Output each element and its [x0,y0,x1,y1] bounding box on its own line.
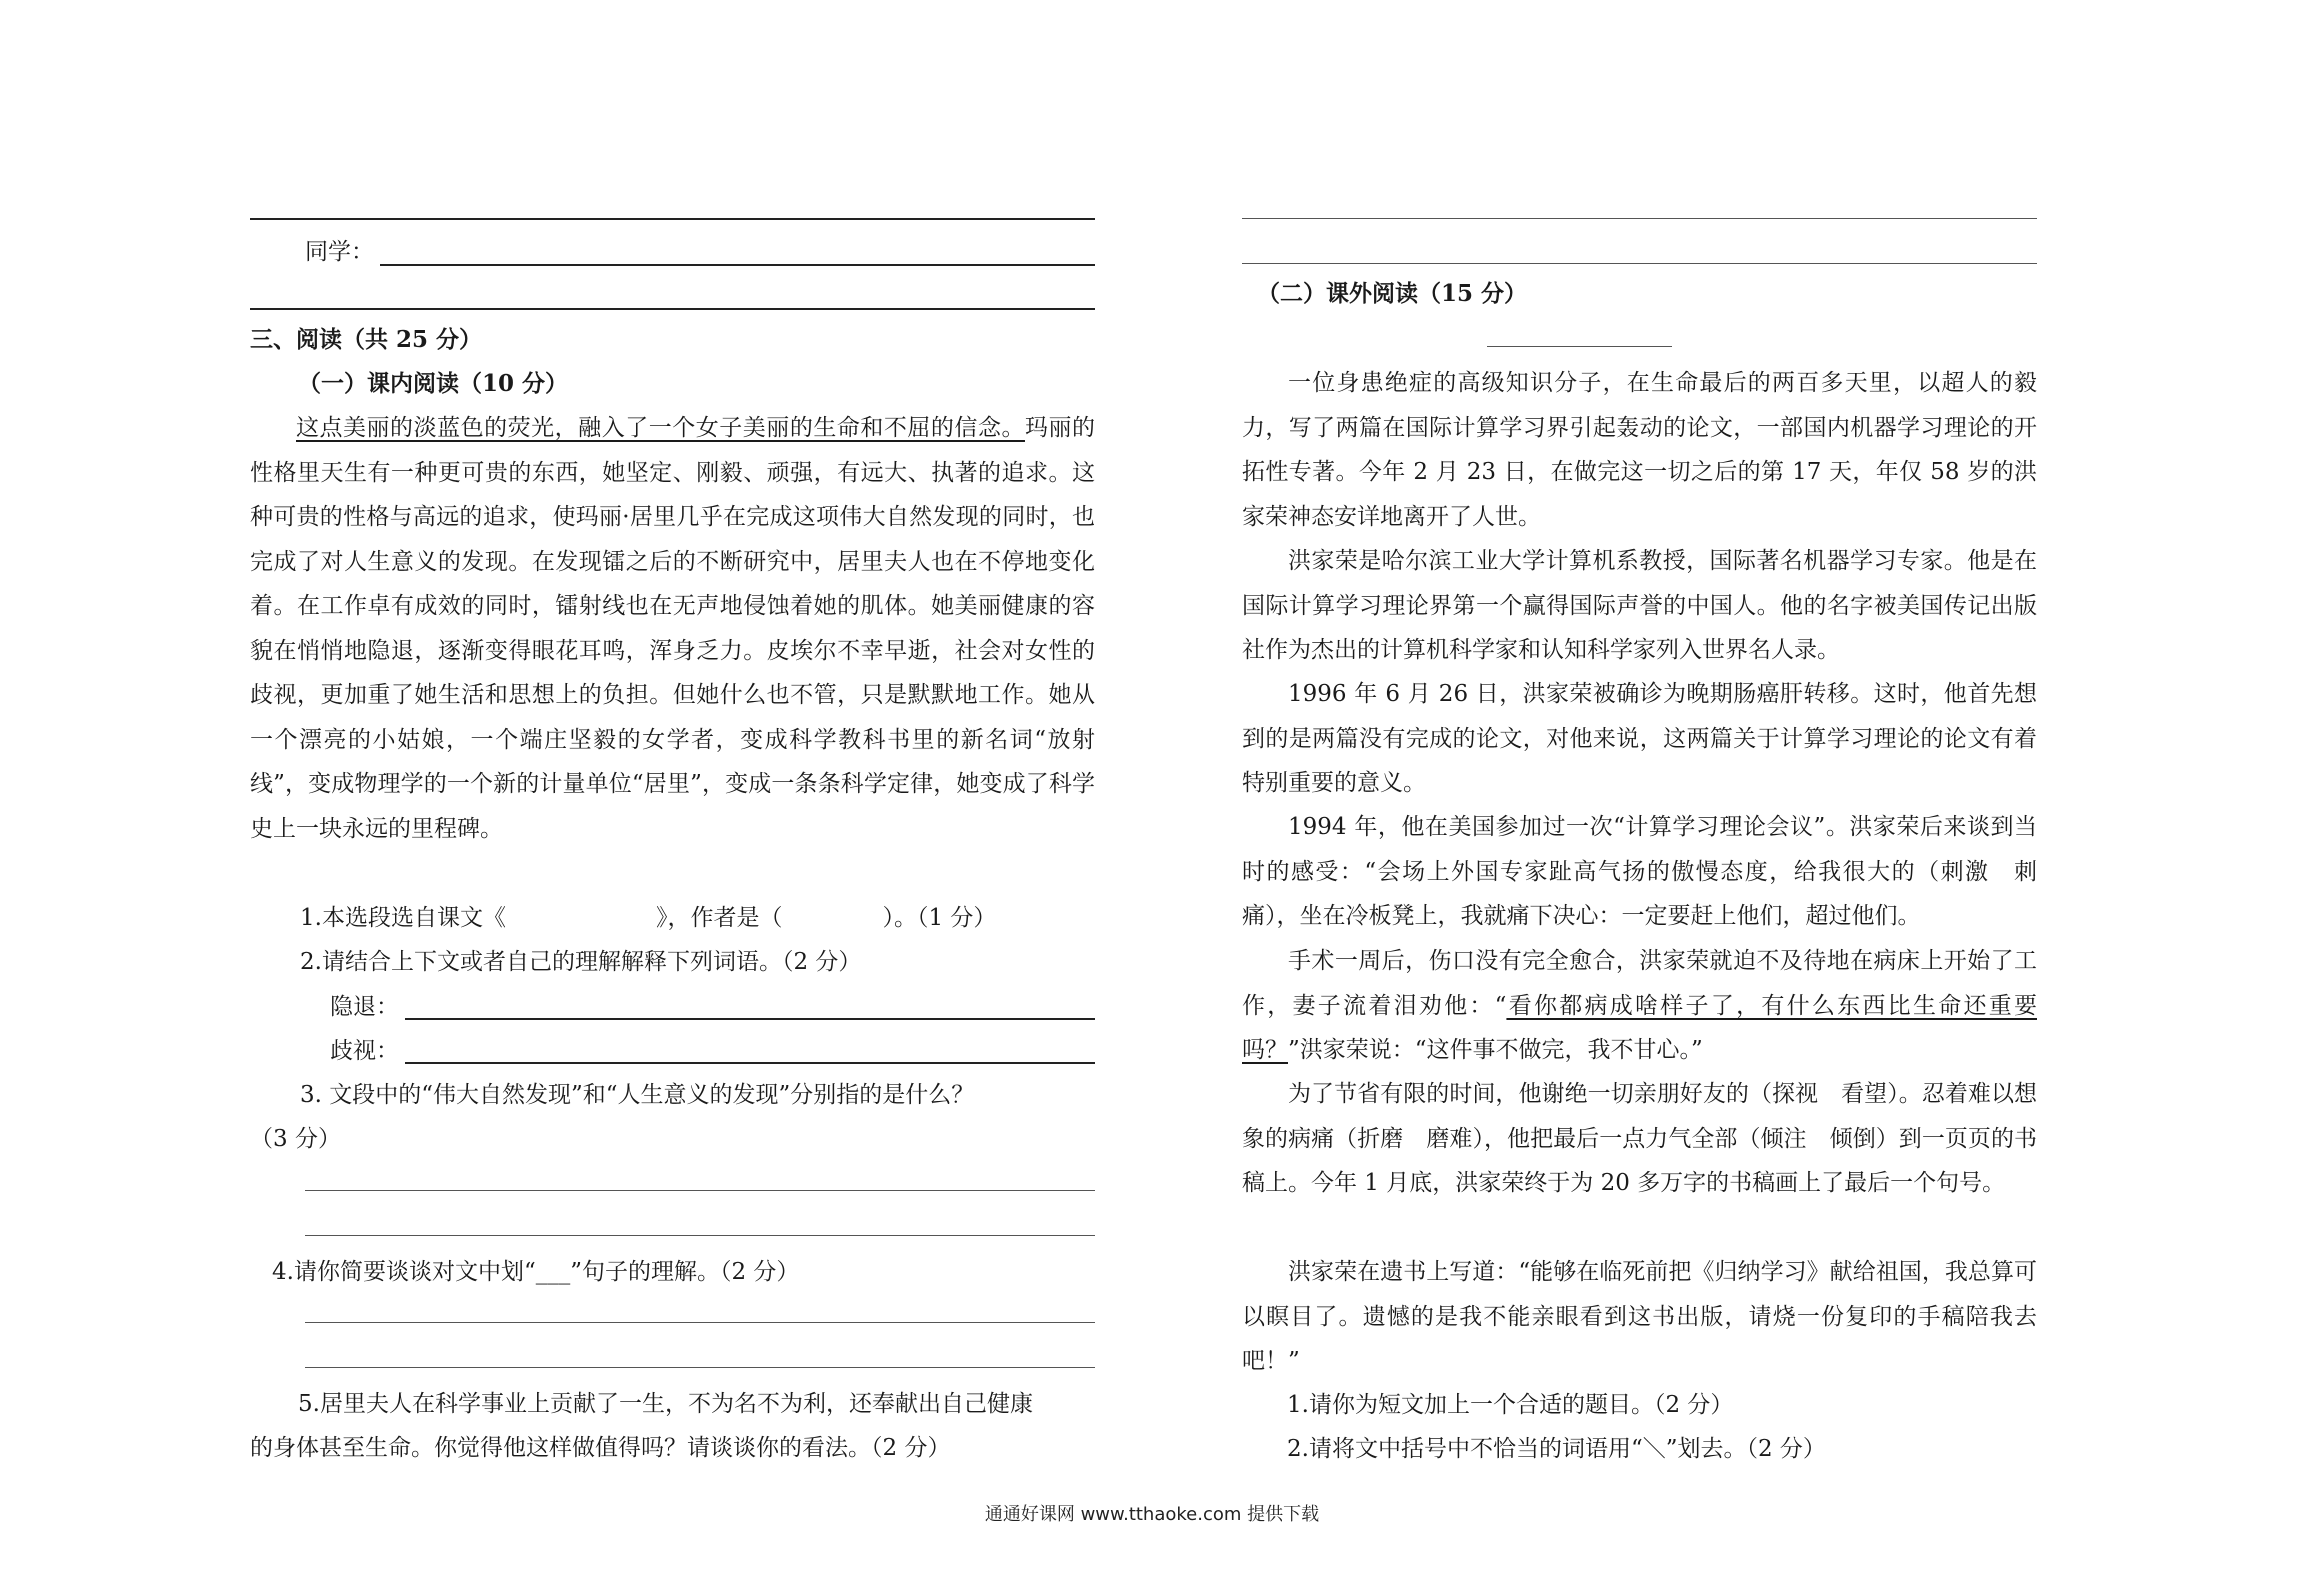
underlined-sentence: 看你都病成啥样子了，有什么东西比生命还重要吗？ [1242,992,2037,1063]
classmate-answer-line[interactable] [380,264,1095,266]
passage [250,406,1095,851]
article-paragraph-4: 1994 年，他在美国参加过一次“计算学习理论会议”。洪家荣后来谈到当时的感受：“会场上外国专家趾高气扬的傲慢态度，给我很大的（刺激 刺痛），坐在冷板凳上，我就痛下决心：一定要赶上他们，超过他们。 [1242,814,2037,929]
question-1-part-b: 》，作者是（ [655,905,783,931]
question-3-answer-line[interactable] [305,1190,1095,1191]
subsection-title: （一）课内阅读（10 分） [298,370,569,397]
title-answer-line[interactable] [1487,346,1672,347]
article-paragraph-2: 洪家荣是哈尔滨工业大学计算机系教授，国际著名机器学习专家。他是在国际计算学习理论界第一个赢得国际声誉的中国人。他的名字被美国传记出版社作为杰出的计算机科学家和认知科学家列入世界名人录。 [1242,548,2037,663]
question-3-score: （3 分） [250,1126,341,1152]
subsection-title: （二）课外阅读（15 分） [1257,280,1528,307]
answer-line[interactable] [1242,218,2037,219]
classmate-label: 同学： [305,239,374,265]
question-5: 5.居里夫人在科学事业上贡献了一生，不为名不为利，还奉献出自己健康 [298,1391,1033,1417]
word-1-answer-line[interactable] [405,1018,1095,1020]
word-2-answer-line[interactable] [405,1062,1095,1064]
question-4-answer-line[interactable] [305,1322,1095,1323]
article-paragraph-1: 一位身患绝症的高级知识分子，在生命最后的两百多天里，以超人的毅力，写了两篇在国际计算学习界引起轰动的论文，一部国内机器学习理论的开拓性专著。今年 2 月 23 日，在做完这一切之后的第 17 天，年仅 58 岁的洪家荣神态安详地离开了人世。 [1242,370,2037,530]
question-3-answer-line[interactable] [305,1235,1095,1236]
article-paragraph-6: 为了节省有限的时间，他谢绝一切亲朋好友的（探视 看望）。忍着难以想象的病痛（折磨 磨难），他把最后一点力气全部（倾注 倾倒）到一页页的书稿上。今年 1 月底，洪家荣终于为 20 多万字的书稿画上了最后一个句号。 [1242,1081,2037,1196]
answer-line [250,218,1095,220]
article-paragraph-3: 1996 年 6 月 26 日，洪家荣被确诊为晚期肠癌肝转移。这时，他首先想到的是两篇没有完成的论文，对他来说，这两篇关于计算学习理论的论文有着特别重要的意义。 [1242,681,2037,796]
word-2-label: 歧视： [330,1038,399,1064]
question-4: 4.请你简要谈谈对文中划“___”句子的理解。（2 分） [272,1259,800,1285]
question-2: 2.请结合上下文或者自己的理解解释下列词语。（2 分） [300,949,862,975]
section-title: 三、阅读（共 25 分） [250,326,483,353]
question-1: 1.请你为短文加上一个合适的题目。（2 分） [1287,1392,1734,1418]
question-5-cont: 的身体甚至生命。你觉得他这样做值得吗？请谈谈你的看法。（2 分） [250,1435,951,1461]
answer-line[interactable] [1242,263,2037,264]
article-paragraph-7: 洪家荣在遗书上写道：“能够在临死前把《归纳学习》献给祖国，我总算可以瞑目了。遗憾的是我不能亲眼看到这书出版，请烧一份复印的手稿陪我去吧！” [1242,1259,2037,1374]
paragraph-5-a: 手术一周后，伤口没有完全愈合，洪家荣就迫不及待地在病床上开始了工作，妻子流着泪劝他：“ [1242,948,2037,1019]
question-2: 2.请将文中括号中不恰当的词语用“＼”划去。（2 分） [1287,1436,1826,1462]
question-3: 3. 文段中的“伟大自然发现”和“人生意义的发现”分别指的是什么？ [300,1082,975,1108]
passage-text: 玛丽的性格里天生有一种更可贵的东西，她坚定、刚毅、顽强，有远大、执著的追求。这种可贵的性格与高远的追求，使玛丽·居里几乎在完成这项伟大自然发现的同时，也完成了对人生意义的发现。在发现镭之后的不断研究中，居里夫人也在不停地变化着。在工作卓有成效的同时，镭射线也在无声地侵蚀着她的肌体。她美丽健康的容貌在悄悄地隐退，逐渐变得眼花耳鸣，浑身乏力。皮埃尔不幸早逝，社会对女性的歧视，更加重了她生活和思想上的负担。但她什么也不管，只是默默地工作。她从一个漂亮的小姑娘，一个端庄坚毅的女学者，变成科学教科书里的新名词“放射线”，变成物理学的一个新的计量单位“居里”，变成一条条科学定律，她变成了科学史上一块永远的里程碑。 [250,415,1096,842]
underlined-sentence: 这点美丽的淡蓝色的荧光，融入了一个女子美丽的生命和不屈的信念。 [296,415,1025,441]
answer-line [250,308,1095,310]
article-paragraph-5 [1242,939,2037,1073]
question-1-part-a: 1.本选段选自课文《 [300,905,506,931]
question-4-answer-line[interactable] [305,1367,1095,1368]
question-1-part-c: ）。（1 分） [882,905,997,931]
paragraph-5-b: ”洪家荣说：“这件事不做完，我不甘心。” [1288,1037,1703,1063]
word-1-label: 隐退： [330,994,399,1020]
question-1 [300,896,996,941]
page-footer: 通通好课网 www.tthaoke.com 提供下载 [984,1504,1320,1525]
